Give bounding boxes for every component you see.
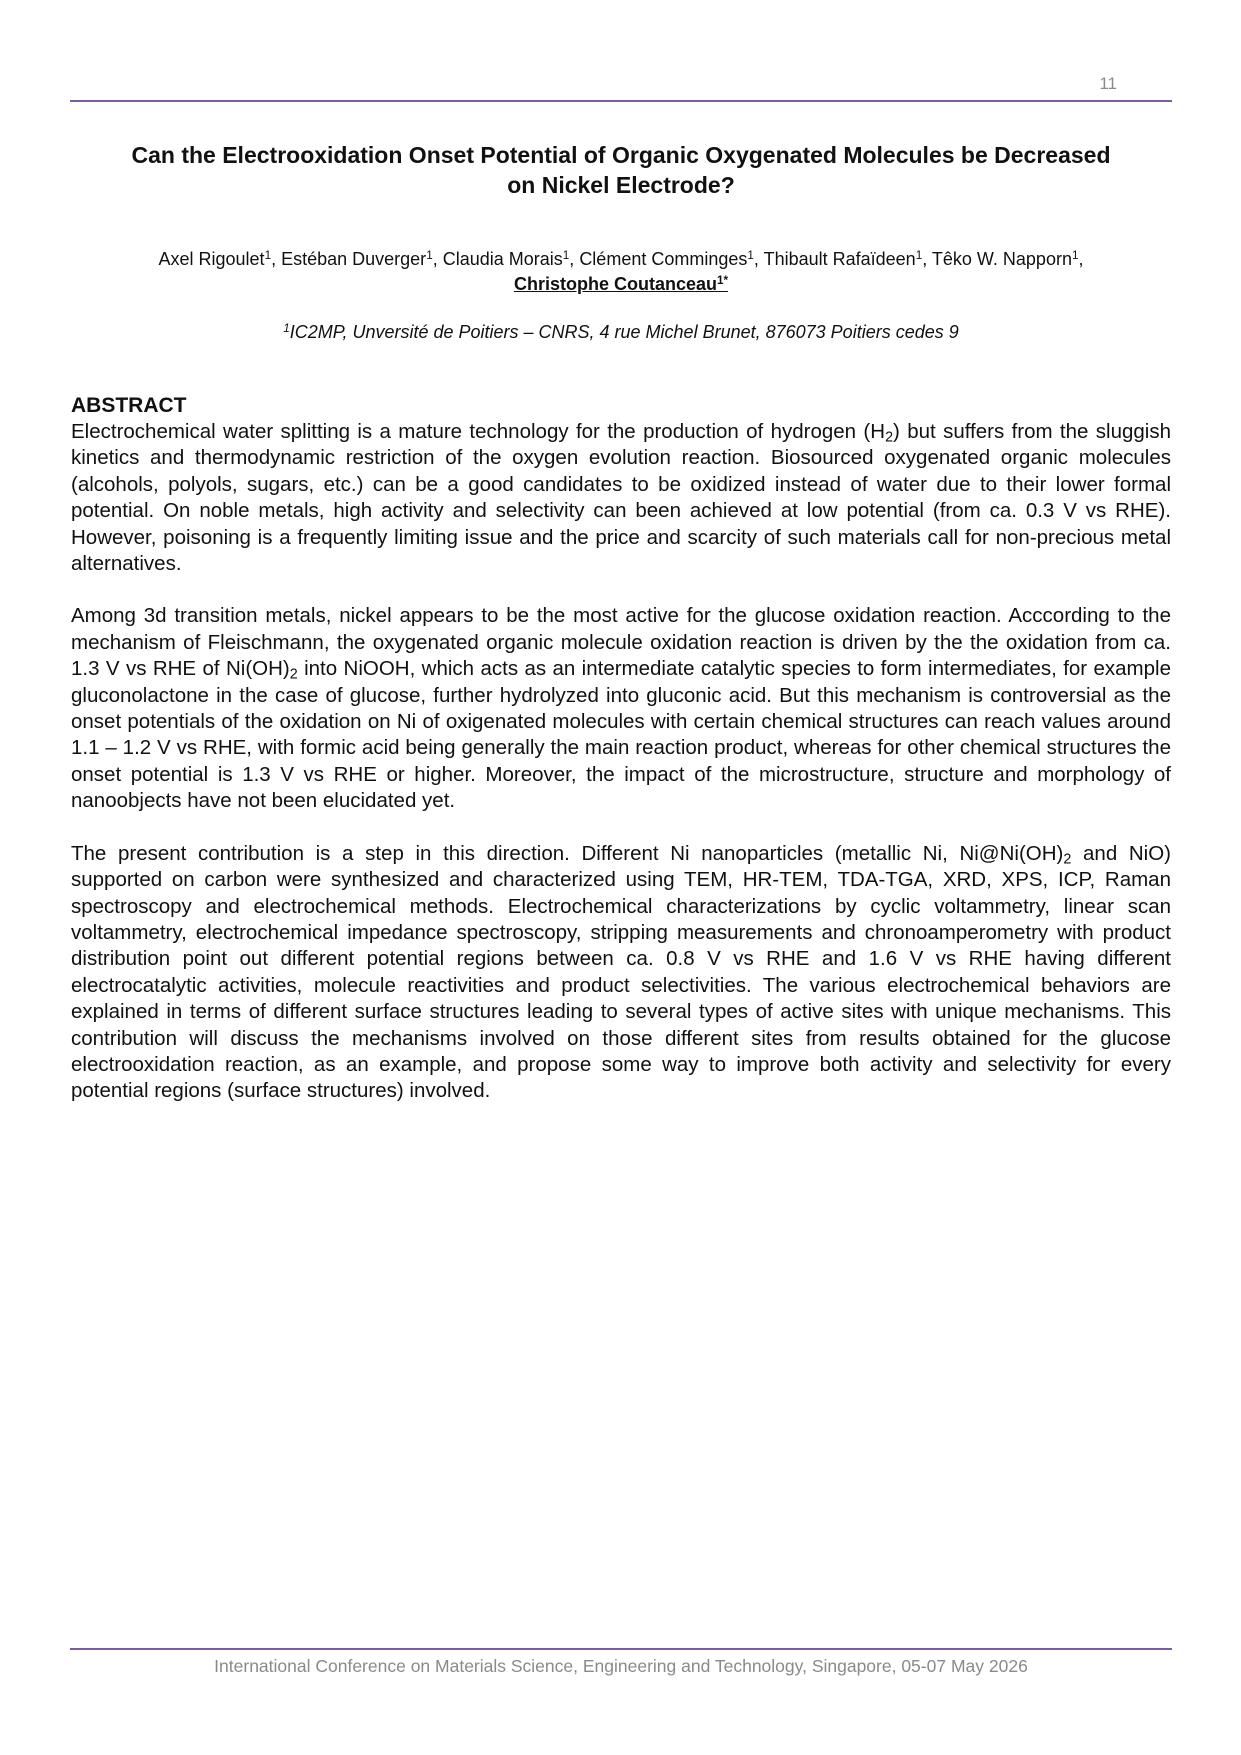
abstract-paragraph-1: Electrochemical water splitting is a mature technology for the production of hydrogen $(H_2)$ but suffers from the sluggish kinetics and thermodynamic restriction of the oxygen evolution reaction. Biosourced oxygenated organic molecules (alcohols, polyols, sugars, etc.) can be a good candidates to be oxidized instead of water due to their lower formal potential. On noble metals, high activity and selectivity can been achieved at low potential (from ca. 0.3 V vs RHE). However, poisoning is a frequently limiting issue and the price and scarcity of such materials call for non-precious metal alternatives. — [71, 420, 1171, 576]
author: Estéban Duverger$^1$, — [281, 249, 443, 269]
author: Axel Rigoulet$^1$, — [158, 249, 282, 269]
title-line-1: Can the Electrooxidation Onset Potential of Organic Oxygenated Molecules be Decreased — [131, 142, 1111, 168]
paper-title — [80, 140, 1162, 200]
author: Têko W. Napporn$^1$, — [931, 249, 1084, 269]
title-line-2: on Nickel Electrode? — [507, 172, 735, 198]
author: Thibault Rafaïdeen$^1$, — [763, 249, 932, 269]
header-rule — [70, 100, 1172, 102]
abstract-paragraph-3: The present contribution is a step in this direction. Different Ni nanoparticles (metallic Ni, $Ni@Ni(OH)_2$ and NiO) supported on carbon were synthesized and characterized using TEM, HR-TEM, TDA-TGA, XRD, XPS, ICP, Raman spectroscopy and electrochemical methods. Electrochemical characterizations by cyclic voltammetry, linear scan voltammetry, electrochemical impedance spectroscopy, stripping measurements and chronoamperometry with product distribution point out different potential regions between ca. 0.8 V vs RHE and 1.6 V vs RHE having different electrocatalytic activities, molecule reactivities and product selectivities. The various electrochemical behaviors are explained in terms of different surface structures leading to several types of active sites with unique mechanisms. This contribution will discuss the mechanisms involved on those different sites from results obtained for the glucose electrooxidation reaction, as an example, and propose some way to improve both activity and selectivity for every potential regions (surface structures) involved. — [71, 841, 1171, 1103]
footer-text: International Conference on Materials Science, Engineering and Technology, Singapore, 05-07 May 2026 — [214, 1656, 1028, 1676]
footer-rule — [70, 1648, 1172, 1650]
author-list — [70, 247, 1172, 297]
page-number: 11 — [1099, 74, 1117, 93]
abstract-paragraph-2: Among 3d transition metals, nickel appears to be the most active for the glucose oxidation reaction. Acccording to the mechanism of Fleischmann, the oxygenated organic molecule oxidation reaction is driven by the the oxidation from ca. 1.3 V vs RHE of $Ni(OH)_2$ into NiOOH, which acts as an intermediate catalytic species to form intermediates, for example gluconolactone in the case of glucose, further hydrolyzed into gluconic acid. But this mechanism is controversial as the onset potentials of the oxidation on Ni of oxigenated molecules with certain chemical structures can reach values around 1.1 – 1.2 V vs RHE, with formic acid being generally the main reaction product, whereas for other chemical structures the onset potential is 1.3 V vs RHE or higher. Moreover, the impact of the microstructure, structure and morphology of nanoobjects have not been elucidated yet. — [71, 604, 1171, 813]
abstract-section — [71, 393, 1171, 1131]
presenting-author: Christophe Coutanceau$^{1*}$ — [513, 274, 729, 294]
affiliation: $^1$IC2MP, Unversité de Poitiers – CNRS, 4 rue Michel Brunet, 876073 Poitiers cedes 9 — [283, 322, 959, 342]
author: Claudia Morais$^1$, — [442, 249, 580, 269]
abstract-heading: ABSTRACT — [71, 394, 187, 417]
author: Clément Comminges$^1$, — [579, 249, 764, 269]
